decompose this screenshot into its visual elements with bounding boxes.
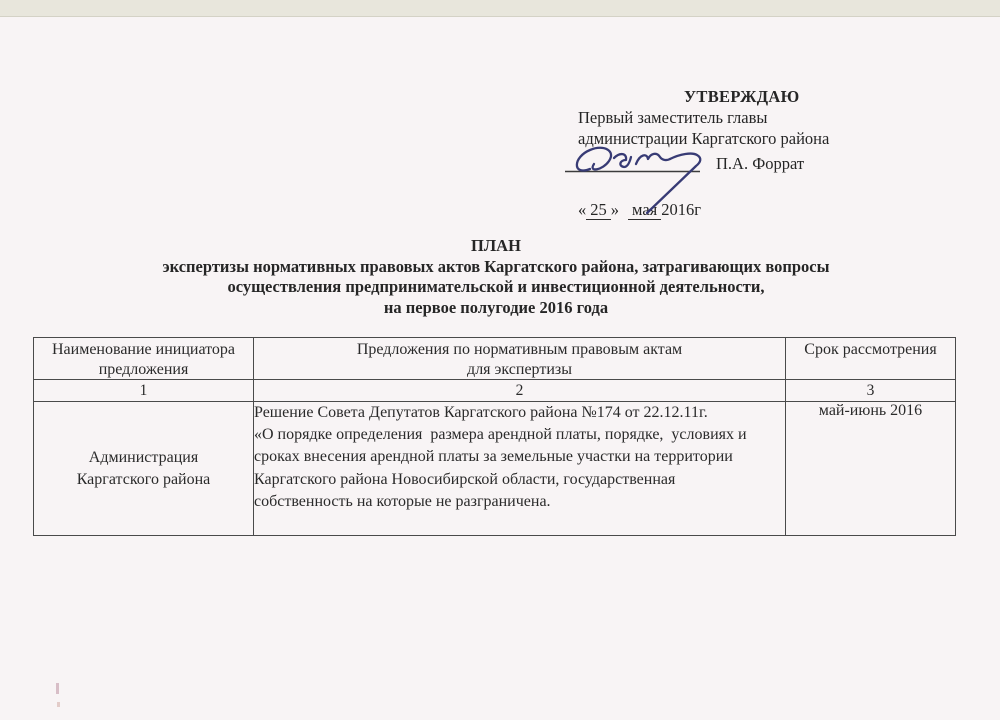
header-cell-proposals: [254, 338, 786, 380]
proposal-line-5: собственность на которые не разграничена.: [254, 492, 551, 510]
title-line-2: экспертизы нормативных правовых актов Каргатского района, затрагивающих вопросы: [162, 256, 830, 276]
proposal-line-2: «О порядке определения размера арендной платы, порядке, условиях и: [254, 426, 747, 444]
handwritten-signature-ink: [564, 143, 714, 217]
header-term-line-1: Срок рассмотрения: [804, 341, 937, 358]
header-cell-initiator: [34, 338, 254, 380]
date-month: мая: [628, 200, 661, 220]
numbering-cell-2: 2: [254, 380, 786, 402]
cell-term: май-июнь 2016: [786, 402, 956, 536]
title-line-4: на первое полугодие 2016 года: [383, 297, 609, 317]
scan-speck: [57, 702, 60, 707]
approval-heading: УТВЕРЖДАЮ: [684, 87, 800, 106]
signatory-name: П.А. Форрат: [716, 154, 805, 173]
proposal-line-1: Решение Совета Депутатов Каргатского района №174 от 22.12.11г.: [254, 404, 708, 421]
header-cell-term: [786, 338, 956, 380]
table-row: [34, 402, 956, 536]
approval-block: [578, 86, 898, 220]
initiator-line-2: Каргатского района: [76, 470, 211, 488]
date-close-quote: »: [610, 200, 619, 219]
date-year: 2016г: [661, 200, 702, 219]
approval-role-line-1: Первый заместитель главы: [578, 108, 768, 127]
plan-table: [33, 337, 956, 536]
cell-proposal: [254, 402, 786, 536]
document-title: [0, 236, 992, 318]
date-open-quote: «: [578, 200, 587, 219]
title-line-3: осуществления предпринимательской и инвестиционной деятельности,: [227, 277, 765, 296]
header-proposals-line-2: для экспертизы: [467, 360, 572, 378]
header-proposals-line-1: Предложения по нормативным правовым актам: [356, 341, 683, 358]
scan-speck: [56, 683, 59, 694]
initiator-line-1: Администрация: [88, 448, 199, 466]
scanner-edge-strip: [0, 0, 1000, 17]
proposal-line-3: сроках внесения арендной платы за земельные участки на территории: [254, 448, 733, 466]
proposal-line-4: Каргатского района Новосибирской области, государственная: [254, 470, 676, 488]
header-initiator-line-2: предложения: [98, 360, 189, 378]
header-initiator-line-1: Наименование инициатора: [51, 341, 236, 358]
table-numbering-row: [34, 380, 956, 402]
date-day: 25: [586, 200, 611, 220]
numbering-cell-3: 3: [786, 380, 956, 402]
title-line-1: ПЛАН: [471, 236, 521, 255]
signature-row: [578, 149, 898, 185]
table-header-row: [34, 338, 956, 380]
numbering-cell-1: 1: [34, 380, 254, 402]
approval-role-line-2: администрации Каргатского района: [578, 129, 830, 148]
cell-initiator: [34, 402, 254, 536]
